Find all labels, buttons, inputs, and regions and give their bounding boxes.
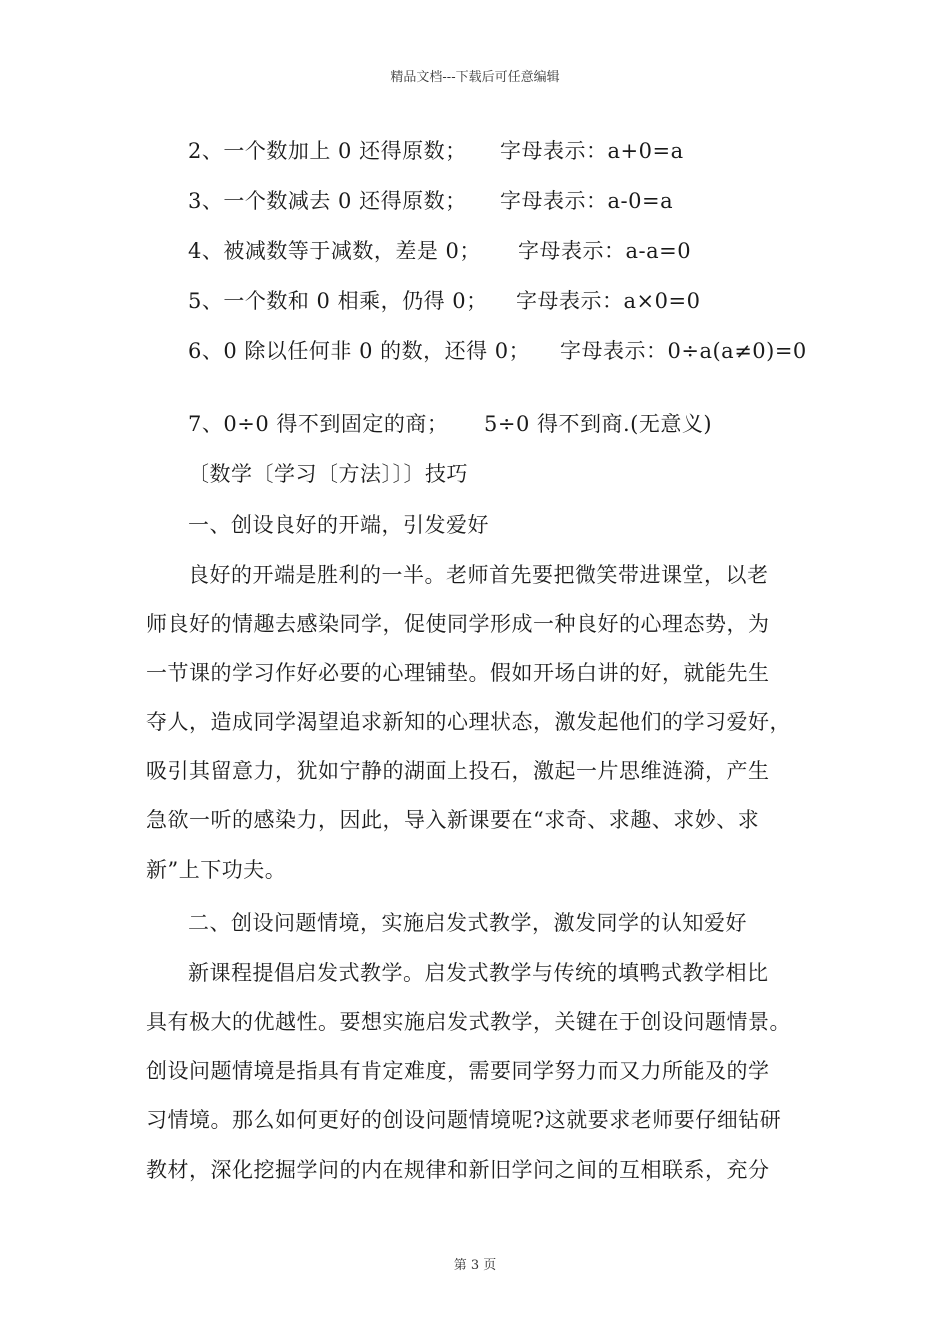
rule-text: 2、一个数加上 0 还得原数；: [188, 139, 467, 163]
heading-2: 二、创设问题情境，实施启发式教学，激发同学的认知爱好: [188, 911, 747, 935]
rule-formula: 字母表示：a-a=0: [518, 239, 692, 263]
rule-text: 3、一个数减去 0 还得原数；: [188, 189, 467, 213]
section-title: 〔数学〔学习〔方法〕〕〕技巧: [188, 462, 468, 486]
page-header: 精品文档---下载后可任意编辑: [390, 70, 560, 85]
rule-formula: 字母表示：a×0=0: [516, 289, 701, 313]
paragraph-line: 师良好的情趣去感染同学，促使同学形成一种良好的心理态势，为: [146, 612, 770, 636]
paragraph-line: 习情境。那么如何更好的创设问题情境呢?这就要求老师要仔细钻研: [146, 1108, 782, 1132]
paragraph-line: 新”上下功夫。: [146, 858, 287, 882]
rule-formula: 字母表示：a-0=a: [500, 189, 674, 213]
paragraph-line: 具有极大的优越性。要想实施启发式教学，关键在于创设问题情景。: [146, 1010, 791, 1034]
rule-text: 5、一个数和 0 相乘，仍得 0；: [188, 289, 488, 313]
paragraph-line: 创设问题情境是指具有肯定难度，需要同学努力而又力所能及的学: [146, 1059, 770, 1083]
paragraph-line: 教材，深化挖掘学问的内在规律和新旧学问之间的互相联系，充分: [146, 1158, 770, 1182]
paragraph-line: 一节课的学习作好必要的心理铺垫。假如开场白讲的好，就能先生: [146, 661, 770, 685]
rule-text: 7、0÷0 得不到固定的商；: [188, 412, 449, 436]
heading-1: 一、创设良好的开端，引发爱好: [188, 513, 489, 537]
rule-text: 4、被减数等于减数，差是 0；: [188, 239, 481, 263]
paragraph-line: 吸引其留意力，犹如宁静的湖面上投石，激起一片思维涟漪，产生: [146, 759, 770, 783]
rule-formula: 5÷0 得不到商.(无意义): [484, 412, 713, 436]
rule-text: 6、0 除以任何非 0 的数，还得 0；: [188, 339, 531, 363]
paragraph-line: 良好的开端是胜利的一半。老师首先要把微笑带进课堂，以老: [188, 563, 769, 587]
rule-formula: 字母表示：0÷a(a≠0)=0: [560, 339, 807, 363]
paragraph-line: 急欲一听的感染力，因此，导入新课要在“求奇、求趣、求妙、求: [146, 808, 760, 832]
paragraph-line: 新课程提倡启发式教学。启发式教学与传统的填鸭式教学相比: [188, 961, 769, 985]
paragraph-line: 夺人，造成同学渴望追求新知的心理状态，激发起他们的学习爱好，: [146, 710, 791, 734]
rule-formula: 字母表示：a+0=a: [500, 139, 684, 163]
page-number: 第 3 页: [453, 1258, 497, 1273]
